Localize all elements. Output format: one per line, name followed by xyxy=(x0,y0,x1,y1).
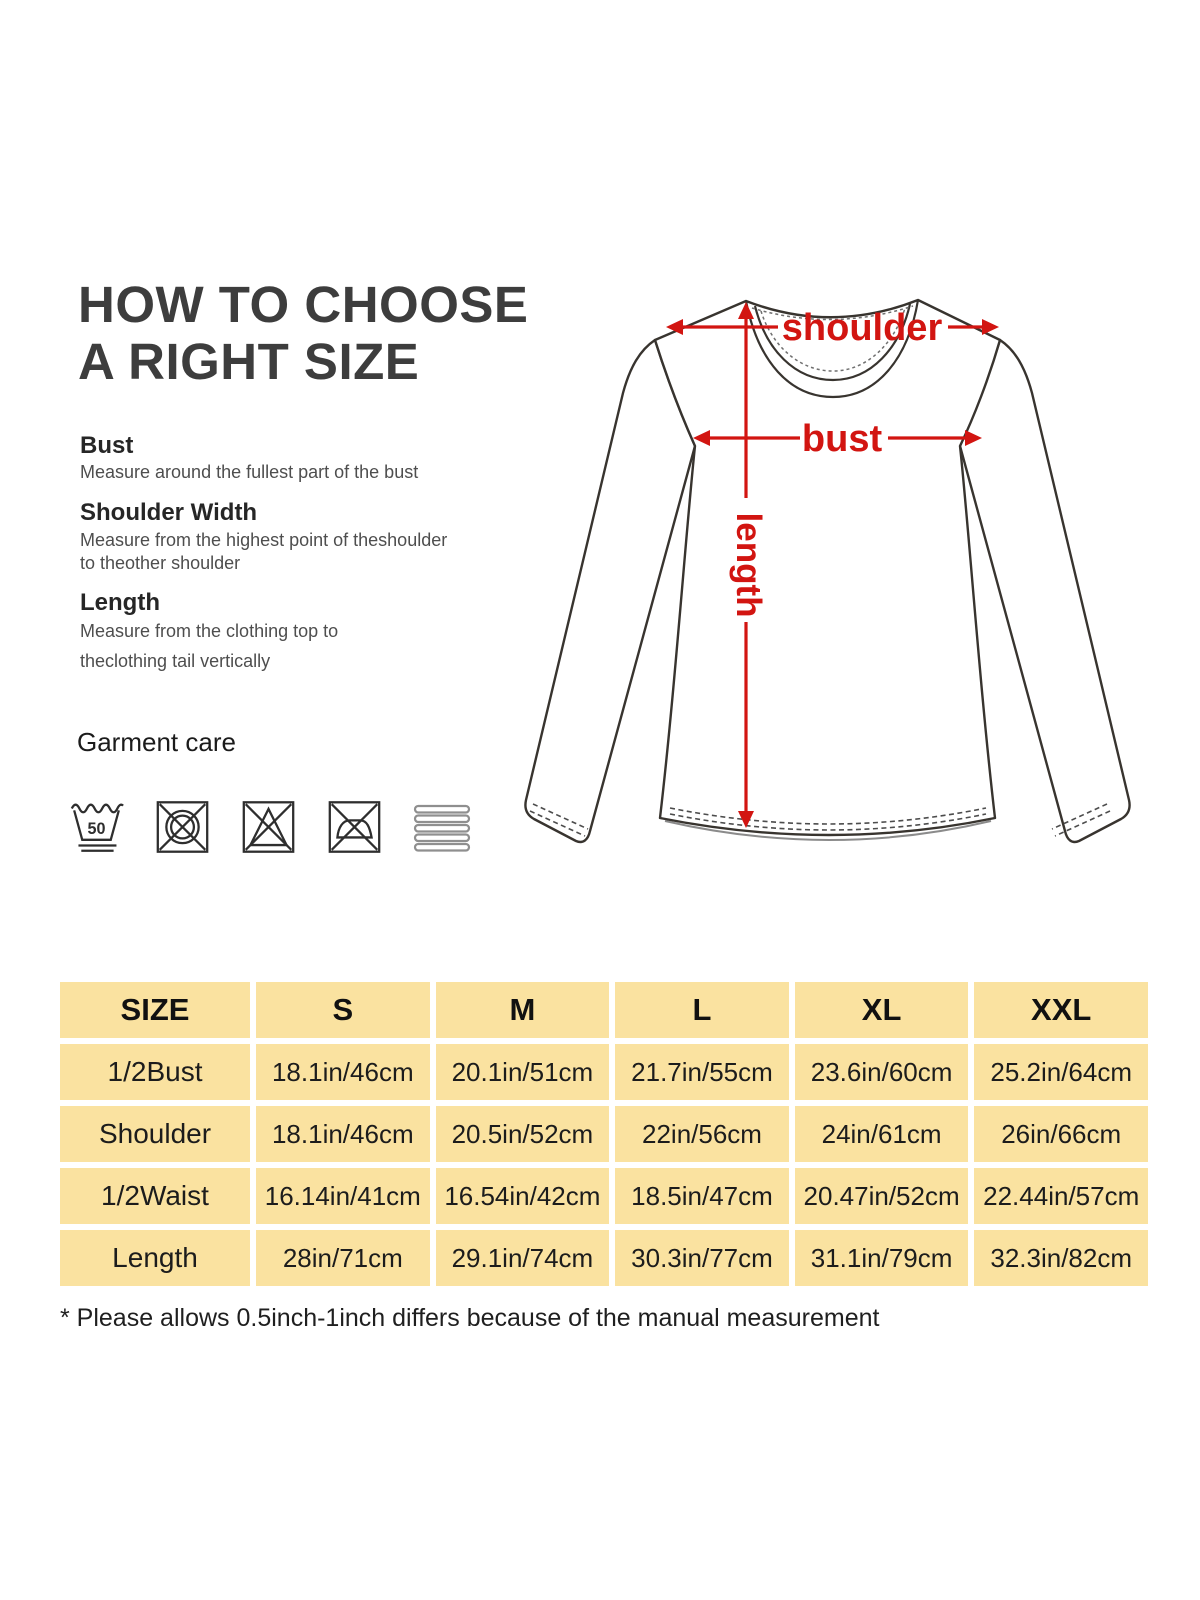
length-description-line1: Measure from the clothing top to xyxy=(80,621,339,641)
shoulder-width-description-line1: Measure from the highest point of theshoulder xyxy=(80,530,448,550)
table-cell: 16.54in/42cm xyxy=(436,1168,610,1224)
table-cell: 16.14in/41cm xyxy=(256,1168,430,1224)
length-heading: Length xyxy=(80,589,160,616)
table-cell: 20.1in/51cm xyxy=(436,1044,610,1100)
row-label-length: Length xyxy=(60,1230,250,1286)
table-cell: 20.5in/52cm xyxy=(436,1106,610,1162)
wash-temp-label: 50 xyxy=(87,820,106,839)
table-cell: 26in/66cm xyxy=(974,1106,1148,1162)
table-cell: 21.7in/55cm xyxy=(615,1044,789,1100)
table-cell: 18.1in/46cm xyxy=(256,1106,430,1162)
table-cell: 25.2in/64cm xyxy=(974,1044,1148,1100)
table-cell: 30.3in/77cm xyxy=(615,1230,789,1286)
table-cell: 28in/71cm xyxy=(256,1230,430,1286)
table-cell: 18.1in/46cm xyxy=(256,1044,430,1100)
do-not-bleach-icon xyxy=(240,797,297,857)
shoulder-label: shoulder xyxy=(781,307,943,349)
table-cell: 18.5in/47cm xyxy=(615,1168,789,1224)
shirt-measurement-diagram xyxy=(490,270,1150,850)
shoulder-width-description-line2: to theother shoulder xyxy=(80,553,241,573)
row-label-half-waist: 1/2Waist xyxy=(60,1168,250,1224)
table-cell: 22in/56cm xyxy=(615,1106,789,1162)
size-table-header-l: L xyxy=(615,982,789,1038)
do-not-tumble-dry-icon xyxy=(154,797,211,857)
row-label-shoulder: Shoulder xyxy=(60,1106,250,1162)
measurement-disclaimer: * Please allows 0.5inch-1inch differs because of the manual measurement xyxy=(60,1304,880,1332)
machine-wash-50-icon xyxy=(68,797,125,857)
size-table-header-s: S xyxy=(256,982,430,1038)
row-label-half-bust: 1/2Bust xyxy=(60,1044,250,1100)
size-table-header-m: M xyxy=(436,982,610,1038)
garment-care-heading: Garment care xyxy=(77,727,236,757)
page-title-line1: HOW TO CHOOSE xyxy=(78,276,529,333)
table-cell: 32.3in/82cm xyxy=(974,1230,1148,1286)
shoulder-arrowhead-right xyxy=(982,319,999,335)
table-cell: 22.44in/57cm xyxy=(974,1168,1148,1224)
length-label: length xyxy=(728,512,768,618)
length-description-line2: theclothing tail vertically xyxy=(80,651,271,671)
table-cell: 23.6in/60cm xyxy=(795,1044,969,1100)
shoulder-width-heading: Shoulder Width xyxy=(80,499,258,526)
page-title-line2: A RIGHT SIZE xyxy=(78,333,420,390)
size-table-header-xxl: XXL xyxy=(974,982,1148,1038)
dry-flat-icon xyxy=(412,797,472,857)
bust-label: bust xyxy=(801,418,883,460)
bust-description: Measure around the fullest part of the bust xyxy=(80,462,419,482)
shirt-outline-drawing xyxy=(490,270,1150,850)
bust-heading: Bust xyxy=(80,432,134,459)
page-title xyxy=(78,276,528,390)
size-table-header-xl: XL xyxy=(795,982,969,1038)
table-cell: 31.1in/79cm xyxy=(795,1230,969,1286)
do-not-iron-icon xyxy=(326,797,383,857)
garment-care-icons xyxy=(68,797,472,857)
table-cell: 24in/61cm xyxy=(795,1106,969,1162)
table-cell: 20.47in/52cm xyxy=(795,1168,969,1224)
table-cell: 29.1in/74cm xyxy=(436,1230,610,1286)
size-table xyxy=(60,982,1148,1286)
size-table-header-size: SIZE xyxy=(60,982,250,1038)
